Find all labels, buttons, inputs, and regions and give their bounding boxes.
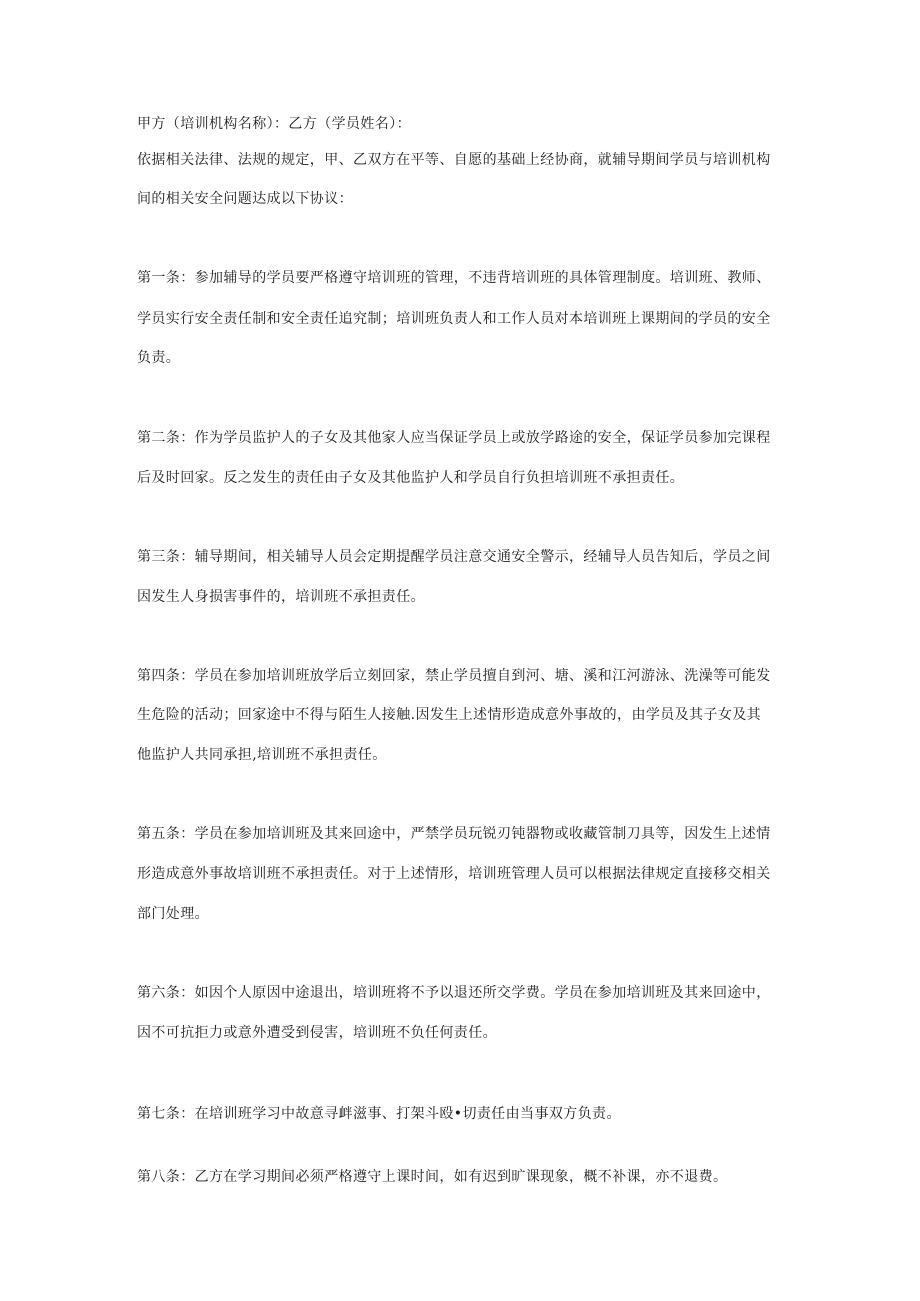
article-line: 后及时回家。反之发生的责任由子女及其他监护人和学员自行负担培训班不承担责任。	[137, 470, 685, 486]
parties-line: 甲方（培训机构名称）：乙方（学员姓名）：	[137, 116, 411, 132]
article-line: 第五条：学员在参加培训班及其来回途中，严禁学员玩锐刃钝器物或收藏管制刀具等，因发生上述情	[137, 826, 771, 842]
article-line: 负责。	[137, 350, 181, 366]
article-line: 生危险的活动；回家途中不得与陌生人接触.因发生上述情形造成意外事故的，由学员及其子女及其	[137, 707, 762, 723]
article-line: 第三条：辅导期间，相关辅导人员会定期提醒学员注意交通安全警示，经辅导人员告知后，学员之间	[137, 549, 771, 565]
article-line: 他监护人共同承担,培训班不承担责任。	[137, 747, 387, 763]
intro-line-1: 依据相关法律、法规的规定，甲、乙双方在平等、自愿的基础上经协商，就辅导期间学员与培训机构	[137, 152, 771, 168]
article-line: 第八条：乙方在学习期间必须严格遵守上课时间，如有迟到旷课现象，概不补课，亦不退费。	[137, 1169, 728, 1185]
article-line: 第六条：如因个人原因中途退出，培训班将不予以退还所交学费。学员在参加培训班及其来回途中，	[137, 985, 771, 1001]
article-line: 因不可抗拒力或意外遭受到侵害，培训班不负任何责任。	[137, 1025, 497, 1041]
article-line: 形造成意外事故培训班不承担责任。对于上述情形，培训班管理人员可以根据法律规定直接移交相关	[137, 866, 771, 882]
article-line: 第二条：作为学员监护人的子女及其他家人应当保证学员上或放学路途的安全，保证学员参加完课程	[137, 430, 771, 446]
article-line: 第七条：在培训班学习中故意寻衅滋事、打架斗殴•切责任由当事双方负责。	[137, 1106, 621, 1122]
article-line: 第四条：学员在参加培训班放学后立刻回家，禁止学员擅自到河、塘、溪和江河游泳、洗澡等可能发	[137, 668, 771, 684]
article-line: 学员实行安全责任制和安全责任追究制；培训班负责人和工作人员对本培训班上课期间的学员的安全	[137, 311, 771, 327]
intro-line-2: 间的相关安全问题达成以下协议：	[137, 191, 353, 207]
article-line: 部门处理。	[137, 906, 209, 922]
article-line: 因发生人身损害事件的，培训班不承担责任。	[137, 589, 425, 605]
article-line: 第一条：参加辅导的学员要严格遵守培训班的管理，不违背培训班的具体管理制度。培训班、教师、	[137, 270, 771, 286]
